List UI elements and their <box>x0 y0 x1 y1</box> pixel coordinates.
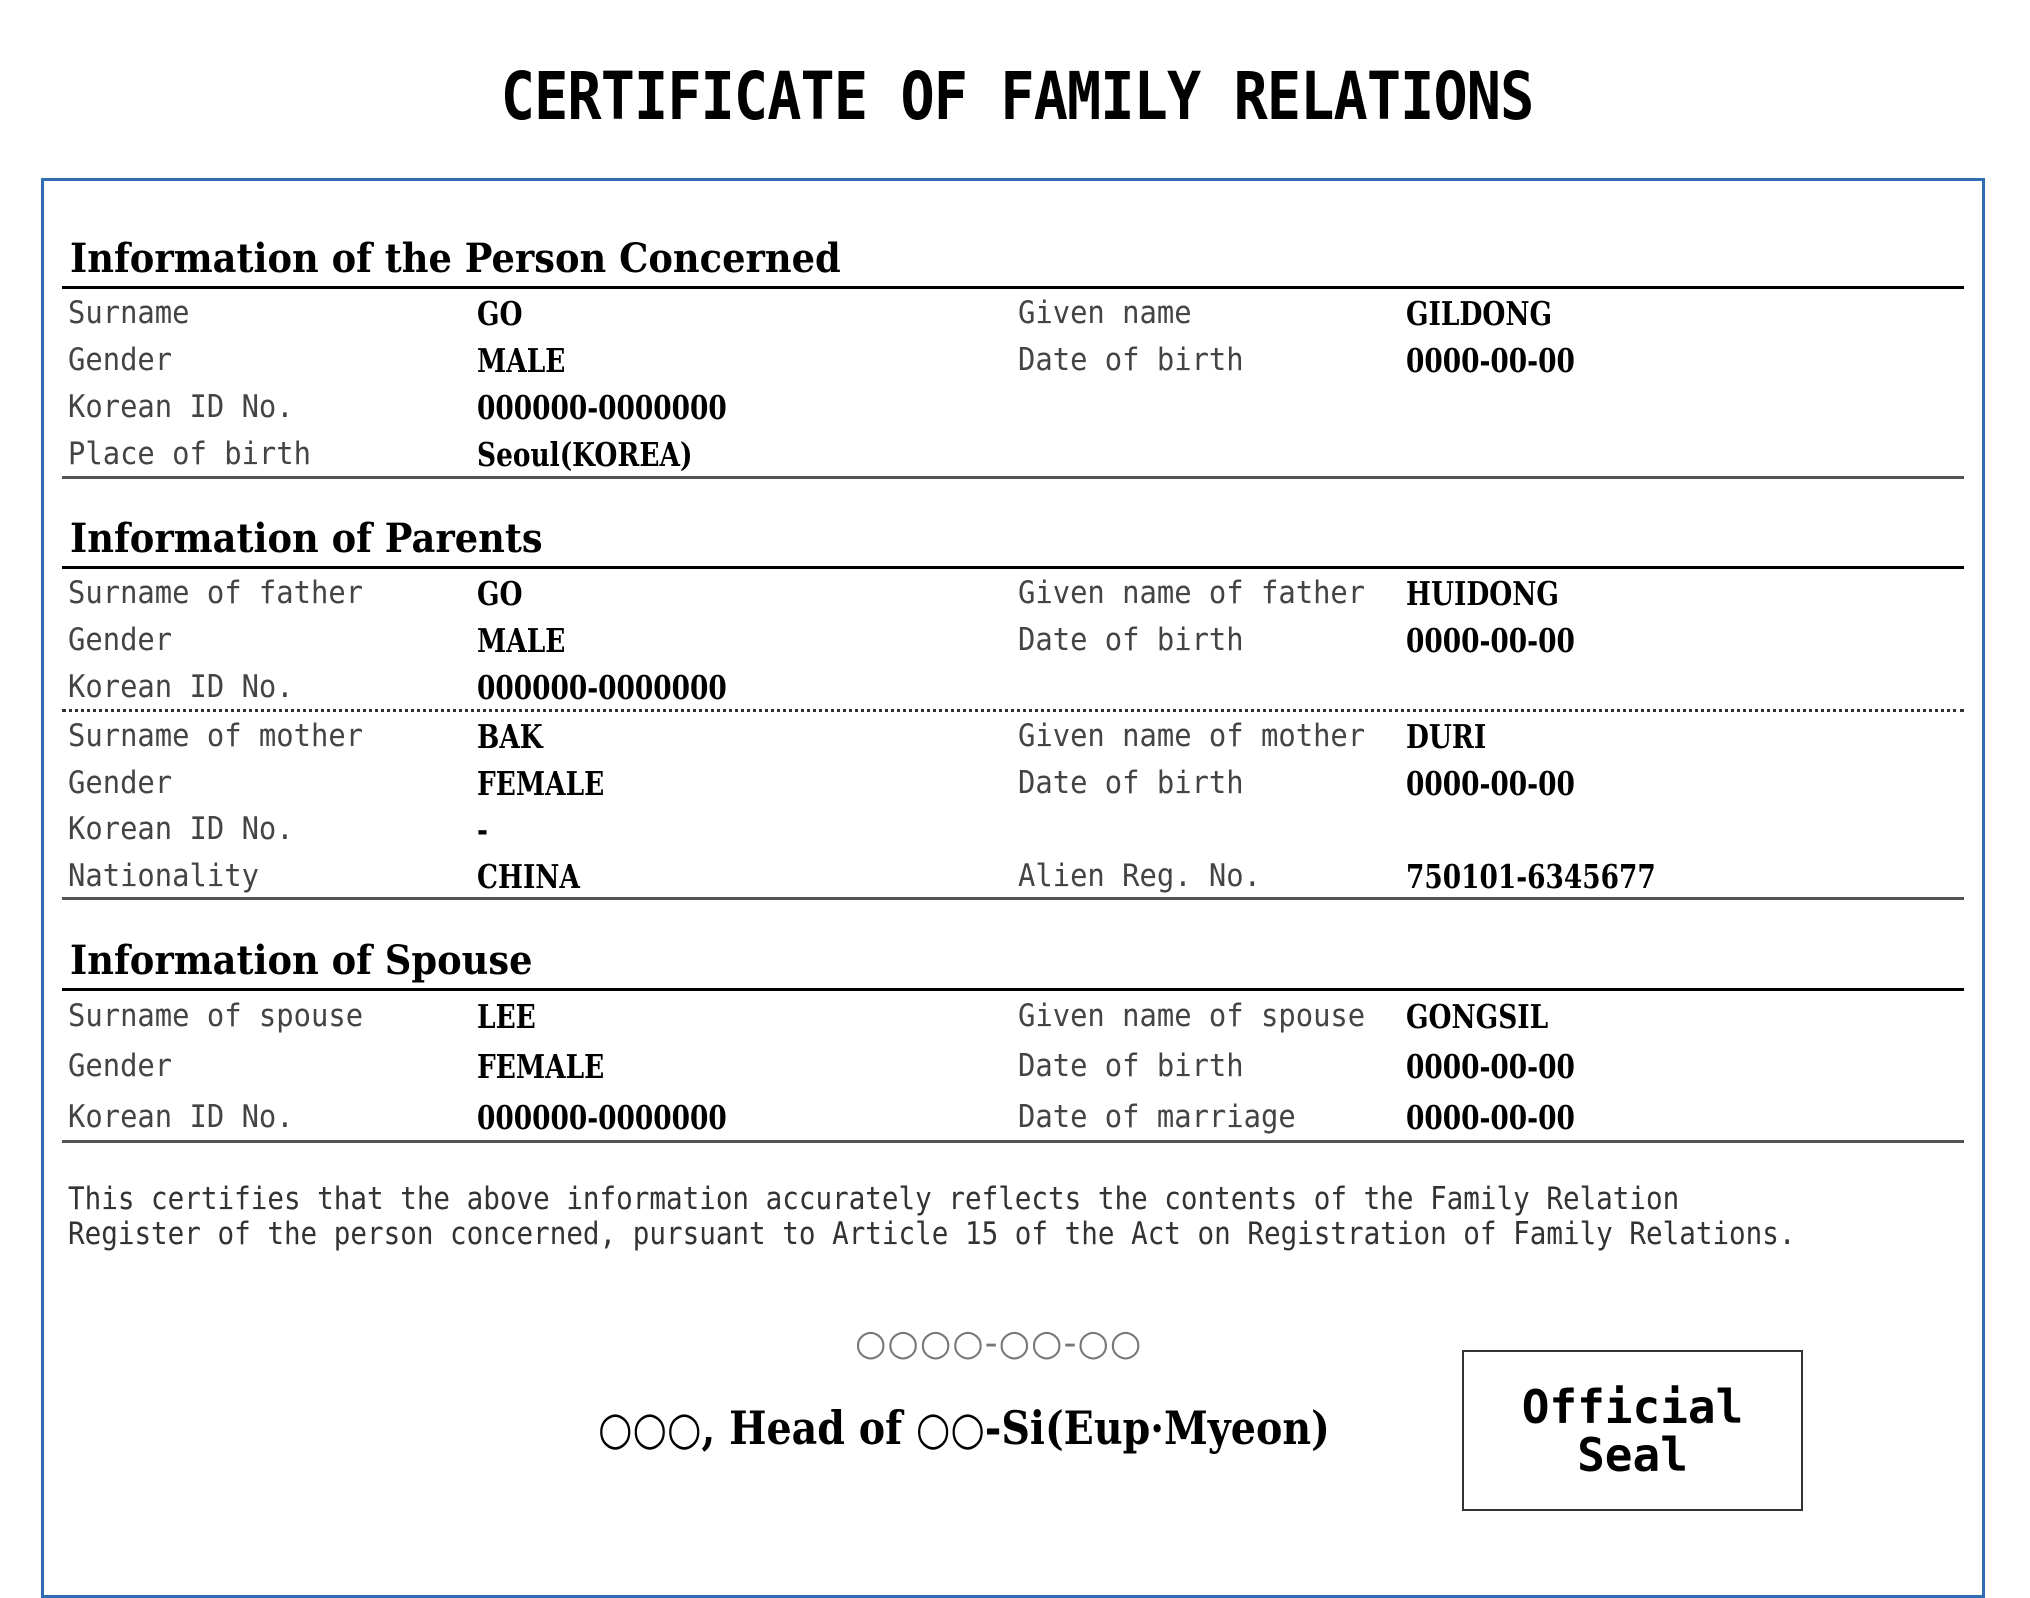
field-value: CHINA <box>477 857 580 896</box>
field-label: Nationality <box>68 858 259 894</box>
field-label: Given name <box>1018 295 1192 331</box>
field-label: Date of birth <box>1018 1048 1244 1084</box>
field-value: GONGSIL <box>1406 997 1549 1036</box>
field-value: FEMALE <box>477 764 605 803</box>
table-row <box>0 760 2030 807</box>
field-label: Korean ID No. <box>68 669 294 705</box>
table-row <box>0 431 2030 478</box>
field-value: MALE <box>477 621 566 660</box>
table-row <box>0 617 2030 664</box>
field-value: 0000-00-00 <box>1406 764 1575 803</box>
divider <box>62 286 1964 289</box>
field-label: Surname of spouse <box>68 998 364 1034</box>
field-value: HUIDONG <box>1406 574 1559 613</box>
field-value: GO <box>477 574 523 613</box>
field-value: 000000-0000000 <box>477 1098 727 1137</box>
field-label: Date of marriage <box>1018 1099 1296 1135</box>
table-row <box>0 806 2030 853</box>
field-label: Place of birth <box>68 436 312 472</box>
field-label: Given name of spouse <box>1018 998 1366 1034</box>
divider <box>62 897 1964 900</box>
table-row <box>0 290 2030 337</box>
certification-statement <box>68 1182 1968 1252</box>
field-value: GILDONG <box>1406 294 1553 333</box>
field-label: Given name of mother <box>1018 718 1366 754</box>
field-label: Date of birth <box>1018 342 1244 378</box>
field-value: 000000-0000000 <box>477 388 727 427</box>
issuer-signature: ○○○, Head of ○○-Si(Eup·Myeon) <box>598 1401 1330 1455</box>
table-row <box>0 1043 2030 1090</box>
table-row <box>0 570 2030 617</box>
field-label: Gender <box>68 342 173 378</box>
dotted-divider <box>62 709 1964 712</box>
section-title-parents: Information of Parents <box>70 515 543 562</box>
seal-label: Seal <box>1577 1427 1688 1482</box>
document-title: CERTIFICATE OF FAMILY RELATIONS <box>500 58 1534 135</box>
field-value: 0000-00-00 <box>1406 341 1575 380</box>
field-value: MALE <box>477 341 566 380</box>
field-value: 0000-00-00 <box>1406 1098 1575 1137</box>
table-row <box>0 337 2030 384</box>
field-value: - <box>477 810 488 849</box>
field-label: Gender <box>68 1048 173 1084</box>
table-row <box>0 713 2030 760</box>
field-label: Given name of father <box>1018 575 1366 611</box>
seal-label: Official <box>1521 1379 1744 1434</box>
section-title-person: Information of the Person Concerned <box>70 235 841 282</box>
field-label: Date of birth <box>1018 622 1244 658</box>
official-seal-box <box>1462 1350 1803 1511</box>
divider <box>62 566 1964 569</box>
table-row <box>0 664 2030 711</box>
field-label: Surname <box>68 295 190 331</box>
field-value: BAK <box>477 717 543 756</box>
field-label: Korean ID No. <box>68 389 294 425</box>
field-value: 000000-0000000 <box>477 668 727 707</box>
issue-date: ○○○○-○○-○○ <box>855 1323 1143 1364</box>
table-row <box>0 1094 2030 1141</box>
field-value: 0000-00-00 <box>1406 621 1575 660</box>
field-label: Alien Reg. No. <box>1018 858 1262 894</box>
divider <box>62 1140 1964 1143</box>
table-row <box>0 384 2030 431</box>
table-row <box>0 853 2030 900</box>
field-label: Surname of mother <box>68 718 364 754</box>
field-value: 0000-00-00 <box>1406 1047 1575 1086</box>
certification-line: Register of the person concerned, pursuant to Article 15 of the Act on Registration of Family Relations. <box>68 1216 1796 1252</box>
field-value: GO <box>477 294 523 333</box>
field-label: Korean ID No. <box>68 811 294 847</box>
field-label: Gender <box>68 765 173 801</box>
field-value: FEMALE <box>477 1047 605 1086</box>
divider <box>62 988 1964 991</box>
certification-line: This certifies that the above information accurately reflects the contents of the Family Relation <box>68 1181 1680 1217</box>
field-value: Seoul(KOREA) <box>477 435 693 474</box>
field-label: Korean ID No. <box>68 1099 294 1135</box>
section-title-spouse: Information of Spouse <box>70 937 533 984</box>
divider <box>62 476 1964 479</box>
field-label: Surname of father <box>68 575 364 611</box>
field-label: Gender <box>68 622 173 658</box>
field-label: Date of birth <box>1018 765 1244 801</box>
field-value: DURI <box>1406 717 1487 756</box>
table-row <box>0 993 2030 1040</box>
field-value: 750101-6345677 <box>1406 857 1656 896</box>
field-value: LEE <box>477 997 536 1036</box>
